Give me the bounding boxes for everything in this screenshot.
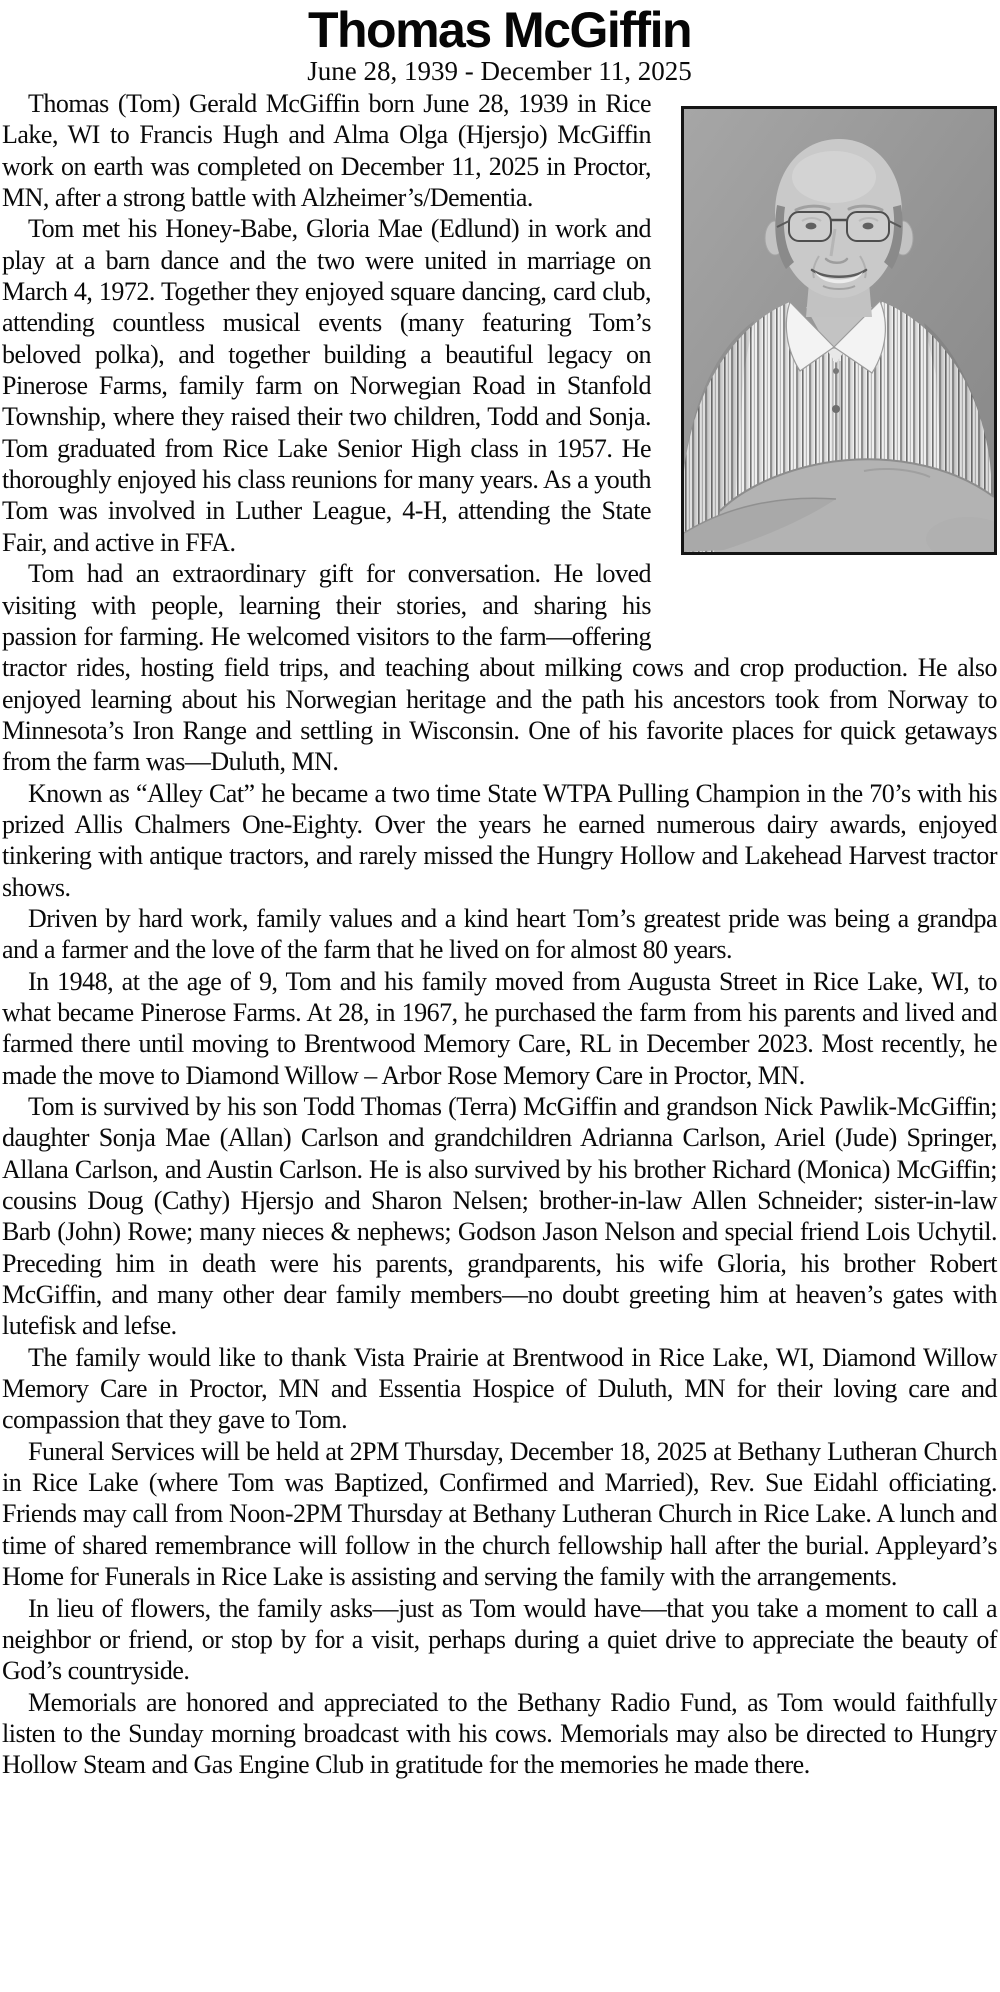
obituary-paragraph: Tom is survived by his son Todd Thomas (Terra) McGiffin and grandson Nick Pawlik-McGiffin; daughter Sonja Mae (Allan) Carlson and grandchildren Adrianna Carlson, Ariel (Jude) Springer, Allana Carlson, and Austin Carlson. He is also survived by his brother Richard (Monica) McGiffin; cousins Doug (Cathy) Hjersjo and Sharon Nelsen; brother-in-law Allen Schneider; sister-in-law Barb (John) Rowe; many nieces & nephews; Godson Jason Nelson and special friend Lois Uchytil. Preceding him in death were his parents, grandparents, his wife Gloria, his brother Robert McGiffin, and many other dear family members—no doubt greeting him at heaven’s gates with lutefisk and lefse.	[2, 1092, 997, 1341]
obituary-text	[2, 88, 997, 1781]
portrait-photo-illustration	[684, 109, 994, 552]
obituary-paragraph: Funeral Services will be held at 2PM Thursday, December 18, 2025 at Bethany Lutheran Church in Rice Lake (where Tom was Baptized, Confirmed and Married), Rev. Sue Eidahl officiating. Friends may call from Noon-2PM Thursday at Bethany Lutheran Church in Rice Lake. A lunch and time of shared remembrance will follow in the church fellowship hall after the burial. Appleyard’s Home for Funerals in Rice Lake is assisting and serving the family with the arrangements.	[2, 1436, 997, 1592]
obituary-paragraph: Tom met his Honey-Babe, Gloria Mae (Edlund) in work and play at a barn dance and the two were united in marriage on March 4, 1972. Together they enjoyed square dancing, card club, attending countless musical events (many featuring Tom’s beloved polka), and together building a beautiful legacy on Pinerose Farms, family farm on Norwegian Road in Stanfold Township, where they raised their two children, Todd and Sonja. Tom graduated from Rice Lake Senior High class in 1957. He thoroughly enjoyed his class reunions for many years. As a youth Tom was involved in Luther League, 4-H, attending the State Fair, and active in FFA.	[2, 214, 651, 557]
obituary-paragraph: Thomas (Tom) Gerald McGiffin born June 28, 1939 in Rice Lake, WI to Francis Hugh and Alma Olga (Hjersjo) McGiffin work on earth was completed on December 11, 2025 in Proctor, MN, after a strong battle with Alzheimer’s/Dementia.	[2, 89, 651, 213]
obituary-paragraph: Driven by hard work, family values and a kind heart Tom’s greatest pride was being a grandpa and a farmer and the love of the farm that he lived on for almost 80 years.	[2, 903, 997, 965]
obituary-paragraph: In 1948, at the age of 9, Tom and his family moved from Augusta Street in Rice Lake, WI, to what became Pinerose Farms. At 28, in 1967, he purchased the farm from his parents and lived and farmed there until moving to Brentwood Memory Care, RL in December 2023. Most recently, he made the move to Diamond Willow – Arbor Rose Memory Care in Proctor, MN.	[2, 966, 997, 1090]
life-dates: June 28, 1939 - December 11, 2025	[307, 56, 692, 86]
obituary-paragraph: Tom had an extraordinary gift for conversation. He loved visiting with people, learning their stories, and sharing his passion for farming. He welcomed visitors to the farm—offering tractor rides, hosting field trips, and teaching about milking cows and crop production. He also enjoyed learning about his Norwegian heritage and the path his ancestors took from Norway to Minnesota’s Iron Range and settling in Wisconsin. One of his favorite places for quick getaways from the farm was—Duluth, MN.	[2, 559, 997, 777]
obituary-paragraph: Known as “Alley Cat” he became a two time State WTPA Pulling Champion in the 70’s with his prized Allis Chalmers One-Eighty. Over the years he earned numerous dairy awards, enjoyed tinkering with antique tractors, and rarely missed the Hungry Hollow and Lakehead Harvest tractor shows.	[2, 778, 997, 902]
portrait-photo	[681, 106, 997, 555]
obituary-paragraph: In lieu of flowers, the family asks—just as Tom would have—that you take a moment to call a neighbor or friend, or stop by for a visit, perhaps during a quiet drive to appreciate the beauty of God’s countryside.	[2, 1593, 997, 1686]
deceased-name: Thomas McGiffin	[307, 2, 692, 58]
obituary-header	[2, 4, 997, 86]
obituary-paragraph: Memorials are honored and appreciated to the Bethany Radio Fund, as Tom would faithfully listen to the Sunday morning broadcast with his cows. Memorials may also be directed to Hungry Hollow Steam and Gas Engine Club in gratitude for the memories he made there.	[2, 1687, 997, 1780]
obituary-paragraph: The family would like to thank Vista Prairie at Brentwood in Rice Lake, WI, Diamond Willow Memory Care in Proctor, MN and Essentia Hospice of Duluth, MN for their loving care and compassion that they gave to Tom.	[2, 1342, 997, 1435]
